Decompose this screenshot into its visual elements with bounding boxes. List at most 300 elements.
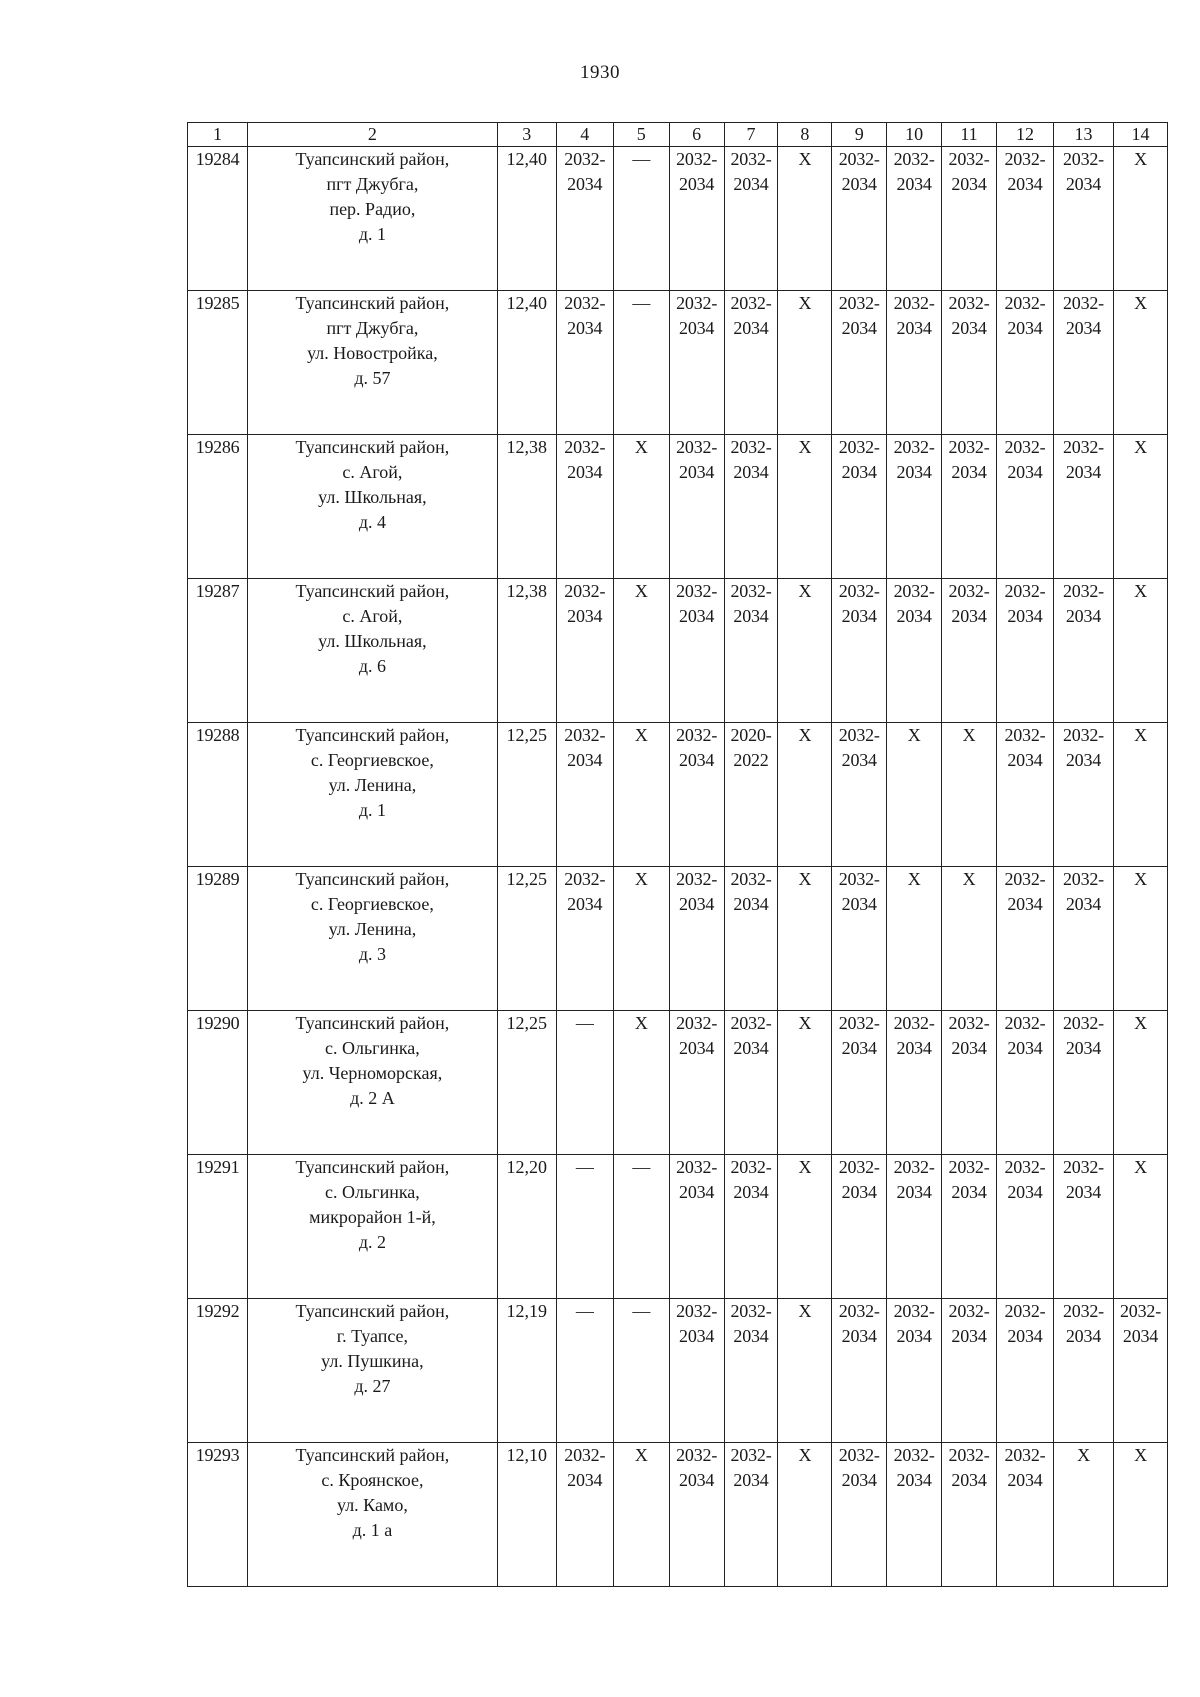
- row-number: 19292: [188, 1299, 248, 1443]
- period-end: 2034: [733, 606, 769, 626]
- period-end: 2034: [733, 1326, 769, 1346]
- period-start: 2032-: [676, 1157, 718, 1177]
- address-line: Туапсинский район,: [295, 581, 450, 601]
- period-cell-c14: X: [1114, 1155, 1168, 1299]
- period-end: 2034: [1065, 174, 1102, 194]
- period-end: 2034: [567, 894, 603, 914]
- period-end: 2034: [733, 1038, 769, 1058]
- period-end: 2034: [841, 462, 877, 482]
- period-cell-c5: X: [613, 867, 669, 1011]
- address-line: д. 57: [354, 368, 391, 388]
- period-start: 2032-: [948, 1157, 990, 1177]
- period-end: 2034: [1065, 1038, 1102, 1058]
- period-start: 2032-: [1062, 1157, 1104, 1177]
- period-end: 2034: [1007, 318, 1043, 338]
- table-row: [188, 147, 1168, 291]
- period-start: 2032-: [1062, 725, 1104, 745]
- period-start: 2032-: [676, 725, 718, 745]
- period-end: 2034: [567, 318, 603, 338]
- period-cell-c10: [887, 579, 942, 723]
- rate-cell: 12,25: [497, 723, 556, 867]
- period-cell-c10: [887, 147, 942, 291]
- period-cell-c6: [669, 867, 724, 1011]
- period-start: 2032-: [1120, 1301, 1161, 1321]
- period-cell-c14: X: [1114, 291, 1168, 435]
- period-start: 2032-: [564, 869, 606, 889]
- period-cell-c5: —: [613, 147, 669, 291]
- period-end: 2034: [951, 1326, 987, 1346]
- period-start: 2032-: [564, 581, 606, 601]
- period-cell-c4: [556, 291, 613, 435]
- period-end: 2034: [1007, 894, 1043, 914]
- address-cell: [248, 1299, 498, 1443]
- address-line: д. 1: [358, 800, 386, 820]
- address-line: д. 3: [358, 944, 386, 964]
- period-start: 2032-: [893, 1301, 935, 1321]
- period-end: 2034: [679, 606, 715, 626]
- period-cell-c4: [556, 867, 613, 1011]
- period-start: 2032-: [676, 1445, 718, 1465]
- period-start: 2032-: [893, 149, 935, 169]
- address-line: д. 1: [358, 224, 386, 244]
- period-start: 2032-: [676, 869, 718, 889]
- period-end: 2034: [896, 606, 932, 626]
- period-cell-c12: [996, 723, 1053, 867]
- period-end: 2034: [896, 1182, 932, 1202]
- period-end: 2034: [1122, 1326, 1159, 1346]
- row-number: 19285: [188, 291, 248, 435]
- period-cell-c11: [942, 147, 997, 291]
- period-end: 2034: [1007, 750, 1043, 770]
- period-cell-c11: [942, 291, 997, 435]
- period-start: 2032-: [564, 725, 606, 745]
- period-start: 2032-: [838, 1157, 880, 1177]
- table-row: [188, 291, 1168, 435]
- column-header: 7: [724, 123, 778, 147]
- row-number: 19286: [188, 435, 248, 579]
- period-cell-c4: [556, 435, 613, 579]
- period-cell-c11: [942, 579, 997, 723]
- period-start: 2032-: [676, 1013, 718, 1033]
- period-start: 2020-: [730, 725, 772, 745]
- column-header: 8: [778, 123, 832, 147]
- table-row: [188, 435, 1168, 579]
- period-start: 2032-: [1062, 1013, 1104, 1033]
- period-cell-c12: [996, 147, 1053, 291]
- period-end: 2034: [679, 174, 715, 194]
- period-end: 2034: [1065, 318, 1102, 338]
- period-cell-c7: [724, 723, 778, 867]
- period-end: 2034: [1065, 1326, 1102, 1346]
- address-line: д. 1 а: [352, 1520, 393, 1540]
- period-end: 2034: [567, 606, 603, 626]
- address-cell: [248, 291, 498, 435]
- period-cell-c4: —: [556, 1155, 613, 1299]
- period-start: 2032-: [676, 1301, 718, 1321]
- period-cell-c12: [996, 435, 1053, 579]
- period-cell-c6: [669, 147, 724, 291]
- period-cell-c10: [887, 435, 942, 579]
- period-end: 2034: [841, 1038, 877, 1058]
- period-start: 2032-: [564, 437, 606, 457]
- address-cell: [248, 867, 498, 1011]
- address-cell: [248, 579, 498, 723]
- address-line: с. Георгиевское,: [310, 750, 434, 770]
- period-cell-c11: [942, 1155, 997, 1299]
- period-end: 2034: [679, 1038, 715, 1058]
- period-end: 2034: [896, 318, 932, 338]
- period-start: 2032-: [1004, 149, 1046, 169]
- period-start: 2032-: [1004, 869, 1046, 889]
- period-end: 2034: [896, 1326, 932, 1346]
- period-cell-c6: [669, 291, 724, 435]
- period-end: 2034: [841, 894, 877, 914]
- period-cell-c14: [1114, 1299, 1168, 1443]
- period-cell-c5: X: [613, 723, 669, 867]
- row-number: 19291: [188, 1155, 248, 1299]
- rate-cell: 12,10: [497, 1443, 556, 1587]
- address-line: Туапсинский район,: [295, 1301, 450, 1321]
- period-end: 2034: [733, 894, 769, 914]
- period-start: 2032-: [838, 581, 880, 601]
- period-cell-c11: X: [942, 867, 997, 1011]
- period-cell-c9: [832, 435, 887, 579]
- period-cell-c13: [1053, 1299, 1113, 1443]
- period-end: 2034: [1007, 1326, 1043, 1346]
- period-cell-c9: [832, 1155, 887, 1299]
- period-cell-c8: X: [778, 1299, 832, 1443]
- row-number: 19290: [188, 1011, 248, 1155]
- period-cell-c9: [832, 1011, 887, 1155]
- period-end: 2034: [567, 1470, 603, 1490]
- period-end: 2034: [896, 462, 932, 482]
- period-cell-c7: [724, 579, 778, 723]
- period-end: 2034: [841, 606, 877, 626]
- column-header: 9: [832, 123, 887, 147]
- period-start: 2032-: [948, 1445, 990, 1465]
- period-end: 2034: [896, 174, 932, 194]
- table-body: [188, 147, 1168, 1587]
- period-end: 2034: [1065, 1182, 1102, 1202]
- period-start: 2032-: [564, 149, 606, 169]
- period-cell-c10: [887, 1155, 942, 1299]
- period-start: 2032-: [948, 1013, 990, 1033]
- period-start: 2032-: [948, 149, 990, 169]
- period-end: 2034: [1007, 1038, 1043, 1058]
- address-line: г. Туапсе,: [336, 1326, 409, 1346]
- period-cell-c8: X: [778, 1443, 832, 1587]
- period-start: 2032-: [838, 437, 880, 457]
- period-cell-c5: X: [613, 1443, 669, 1587]
- address-line: ул. Ленина,: [328, 775, 417, 795]
- address-line: Туапсинский район,: [295, 1445, 450, 1465]
- period-start: 2032-: [1004, 725, 1046, 745]
- period-start: 2032-: [730, 437, 772, 457]
- period-end: 2034: [679, 750, 715, 770]
- period-cell-c7: [724, 1299, 778, 1443]
- period-end: 2034: [567, 750, 603, 770]
- period-end: 2034: [951, 174, 987, 194]
- period-start: 2032-: [1004, 437, 1046, 457]
- period-cell-c12: [996, 1443, 1053, 1587]
- period-cell-c12: [996, 291, 1053, 435]
- address-line: микрорайон 1-й,: [309, 1207, 436, 1227]
- period-cell-c8: X: [778, 579, 832, 723]
- address-line: с. Ольгинка,: [325, 1038, 420, 1058]
- period-cell-c10: [887, 1443, 942, 1587]
- column-header: 3: [497, 123, 556, 147]
- period-start: 2032-: [838, 149, 880, 169]
- period-end: 2034: [1007, 606, 1043, 626]
- period-end: 2034: [841, 750, 877, 770]
- period-start: 2032-: [893, 1157, 935, 1177]
- column-header: 6: [669, 123, 724, 147]
- period-start: 2032-: [893, 293, 935, 313]
- period-end: 2034: [679, 462, 715, 482]
- period-cell-c7: [724, 1155, 778, 1299]
- period-start: 2032-: [893, 437, 935, 457]
- column-header: 13: [1053, 123, 1113, 147]
- rate-cell: 12,40: [497, 147, 556, 291]
- period-start: 2032-: [838, 293, 880, 313]
- period-end: 2034: [1007, 462, 1043, 482]
- period-end: 2034: [567, 174, 603, 194]
- period-cell-c12: [996, 579, 1053, 723]
- period-cell-c7: [724, 1011, 778, 1155]
- address-line: с. Агой,: [342, 462, 403, 482]
- table-row: [188, 1443, 1168, 1587]
- period-end: 2034: [896, 1038, 932, 1058]
- address-cell: [248, 1155, 498, 1299]
- period-cell-c4: [556, 147, 613, 291]
- period-cell-c6: [669, 579, 724, 723]
- period-cell-c8: X: [778, 723, 832, 867]
- period-start: 2032-: [948, 437, 990, 457]
- period-start: 2032-: [676, 581, 718, 601]
- period-cell-c4: [556, 723, 613, 867]
- period-end: 2034: [733, 462, 769, 482]
- period-cell-c8: X: [778, 291, 832, 435]
- period-start: 2032-: [564, 293, 606, 313]
- period-start: 2032-: [1062, 149, 1104, 169]
- period-cell-c14: X: [1114, 723, 1168, 867]
- period-cell-c10: X: [887, 723, 942, 867]
- address-cell: [248, 1443, 498, 1587]
- period-cell-c9: [832, 867, 887, 1011]
- period-cell-c4: —: [556, 1299, 613, 1443]
- address-line: Туапсинский район,: [295, 1013, 450, 1033]
- period-cell-c11: [942, 435, 997, 579]
- period-start: 2032-: [838, 1013, 880, 1033]
- table-row: [188, 579, 1168, 723]
- period-start: 2032-: [838, 869, 880, 889]
- period-cell-c13: [1053, 435, 1113, 579]
- period-cell-c7: [724, 867, 778, 1011]
- period-end: 2034: [951, 606, 987, 626]
- column-header: 12: [996, 123, 1053, 147]
- row-number: 19289: [188, 867, 248, 1011]
- period-end: 2034: [841, 1326, 877, 1346]
- period-start: 2032-: [730, 1157, 772, 1177]
- period-end: 2034: [1065, 750, 1102, 770]
- period-cell-c5: —: [613, 291, 669, 435]
- period-cell-c12: [996, 1299, 1053, 1443]
- period-cell-c10: [887, 291, 942, 435]
- period-cell-c13: [1053, 147, 1113, 291]
- header-row: [188, 123, 1168, 147]
- address-line: Туапсинский район,: [295, 1157, 450, 1177]
- period-start: 2032-: [730, 149, 772, 169]
- rate-cell: 12,19: [497, 1299, 556, 1443]
- period-start: 2032-: [676, 437, 718, 457]
- period-cell-c13: [1053, 291, 1113, 435]
- period-end: 2034: [841, 1470, 877, 1490]
- period-start: 2032-: [730, 1013, 772, 1033]
- table-row: [188, 867, 1168, 1011]
- period-start: 2032-: [838, 725, 880, 745]
- address-cell: [248, 147, 498, 291]
- period-cell-c13: [1053, 1011, 1113, 1155]
- column-header: 11: [942, 123, 997, 147]
- rate-cell: 12,40: [497, 291, 556, 435]
- period-cell-c14: X: [1114, 579, 1168, 723]
- period-start: 2032-: [730, 1445, 772, 1465]
- column-header: 5: [613, 123, 669, 147]
- address-line: Туапсинский район,: [295, 869, 450, 889]
- period-cell-c6: [669, 1299, 724, 1443]
- period-end: 2034: [679, 1326, 715, 1346]
- address-line: пгт Джубга,: [326, 318, 419, 338]
- address-line: ул. Школьная,: [318, 487, 427, 507]
- address-line: Туапсинский район,: [295, 149, 450, 169]
- period-cell-c6: [669, 1155, 724, 1299]
- period-start: 2032-: [1004, 293, 1046, 313]
- rate-cell: 12,20: [497, 1155, 556, 1299]
- table-row: [188, 723, 1168, 867]
- period-cell-c9: [832, 1299, 887, 1443]
- period-end: 2022: [733, 750, 769, 770]
- period-start: 2032-: [893, 1445, 935, 1465]
- period-end: 2034: [1007, 1182, 1043, 1202]
- row-number: 19288: [188, 723, 248, 867]
- period-cell-c10: X: [887, 867, 942, 1011]
- period-cell-c11: [942, 1443, 997, 1587]
- column-header: 4: [556, 123, 613, 147]
- period-cell-c14: X: [1114, 147, 1168, 291]
- address-line: ул. Новостройка,: [307, 343, 438, 363]
- address-line: с. Ольгинка,: [325, 1182, 420, 1202]
- rate-cell: 12,25: [497, 1011, 556, 1155]
- period-cell-c13: [1053, 1155, 1113, 1299]
- period-start: 2032-: [1062, 293, 1104, 313]
- period-end: 2034: [841, 1182, 877, 1202]
- period-start: 2032-: [730, 293, 772, 313]
- table-row: [188, 1155, 1168, 1299]
- period-cell-c14: X: [1114, 1011, 1168, 1155]
- period-end: 2034: [1007, 174, 1043, 194]
- period-end: 2034: [679, 1182, 715, 1202]
- address-line: д. 2: [358, 1232, 386, 1252]
- address-line: д. 27: [354, 1376, 391, 1396]
- address-line: ул. Камо,: [336, 1495, 408, 1515]
- period-start: 2032-: [838, 1445, 880, 1465]
- period-start: 2032-: [564, 1445, 606, 1465]
- period-cell-c5: X: [613, 579, 669, 723]
- period-end: 2034: [951, 318, 987, 338]
- period-end: 2034: [679, 894, 715, 914]
- period-cell-c12: [996, 1011, 1053, 1155]
- address-line: Туапсинский район,: [295, 293, 450, 313]
- period-cell-c14: X: [1114, 867, 1168, 1011]
- period-end: 2034: [951, 1182, 987, 1202]
- period-start: 2032-: [1004, 1301, 1046, 1321]
- period-end: 2034: [1065, 894, 1102, 914]
- period-end: 2034: [733, 1182, 769, 1202]
- period-cell-c9: [832, 147, 887, 291]
- period-end: 2034: [679, 1470, 715, 1490]
- period-cell-c4: [556, 1443, 613, 1587]
- period-start: 2032-: [730, 1301, 772, 1321]
- period-start: 2032-: [1062, 1301, 1104, 1321]
- period-cell-c10: [887, 1299, 942, 1443]
- period-end: 2034: [841, 318, 877, 338]
- row-number: 19287: [188, 579, 248, 723]
- address-line: с. Георгиевское,: [310, 894, 434, 914]
- period-end: 2034: [1065, 606, 1102, 626]
- address-line: ул. Школьная,: [318, 631, 427, 651]
- period-cell-c4: —: [556, 1011, 613, 1155]
- address-line: д. 6: [358, 656, 386, 676]
- rate-cell: 12,38: [497, 435, 556, 579]
- period-end: 2034: [951, 1038, 987, 1058]
- period-cell-c9: [832, 291, 887, 435]
- period-start: 2032-: [948, 293, 990, 313]
- period-end: 2034: [951, 462, 987, 482]
- period-end: 2034: [1007, 1470, 1043, 1490]
- period-cell-c7: [724, 291, 778, 435]
- period-cell-c8: X: [778, 1155, 832, 1299]
- period-start: 2032-: [893, 581, 935, 601]
- period-cell-c5: —: [613, 1299, 669, 1443]
- column-header: 10: [887, 123, 942, 147]
- period-cell-c9: [832, 723, 887, 867]
- period-cell-c4: [556, 579, 613, 723]
- period-cell-c13: [1053, 867, 1113, 1011]
- period-start: 2032-: [893, 1013, 935, 1033]
- period-cell-c8: X: [778, 147, 832, 291]
- period-end: 2034: [567, 462, 603, 482]
- column-header: 2: [248, 123, 498, 147]
- address-line: пер. Радио,: [329, 199, 416, 219]
- address-cell: [248, 1011, 498, 1155]
- period-cell-c8: X: [778, 1011, 832, 1155]
- period-cell-c9: [832, 579, 887, 723]
- period-end: 2034: [1065, 462, 1102, 482]
- period-cell-c11: [942, 1011, 997, 1155]
- period-cell-c5: X: [613, 435, 669, 579]
- period-cell-c5: —: [613, 1155, 669, 1299]
- repair-schedule-table: [187, 122, 1168, 1587]
- period-start: 2032-: [730, 869, 772, 889]
- period-cell-c12: [996, 867, 1053, 1011]
- table-row: [188, 1299, 1168, 1443]
- period-start: 2032-: [1004, 1013, 1046, 1033]
- period-start: 2032-: [948, 581, 990, 601]
- address-line: пгт Джубга,: [326, 174, 419, 194]
- period-cell-c10: [887, 1011, 942, 1155]
- address-line: ул. Черноморская,: [302, 1063, 443, 1083]
- period-start: 2032-: [1004, 581, 1046, 601]
